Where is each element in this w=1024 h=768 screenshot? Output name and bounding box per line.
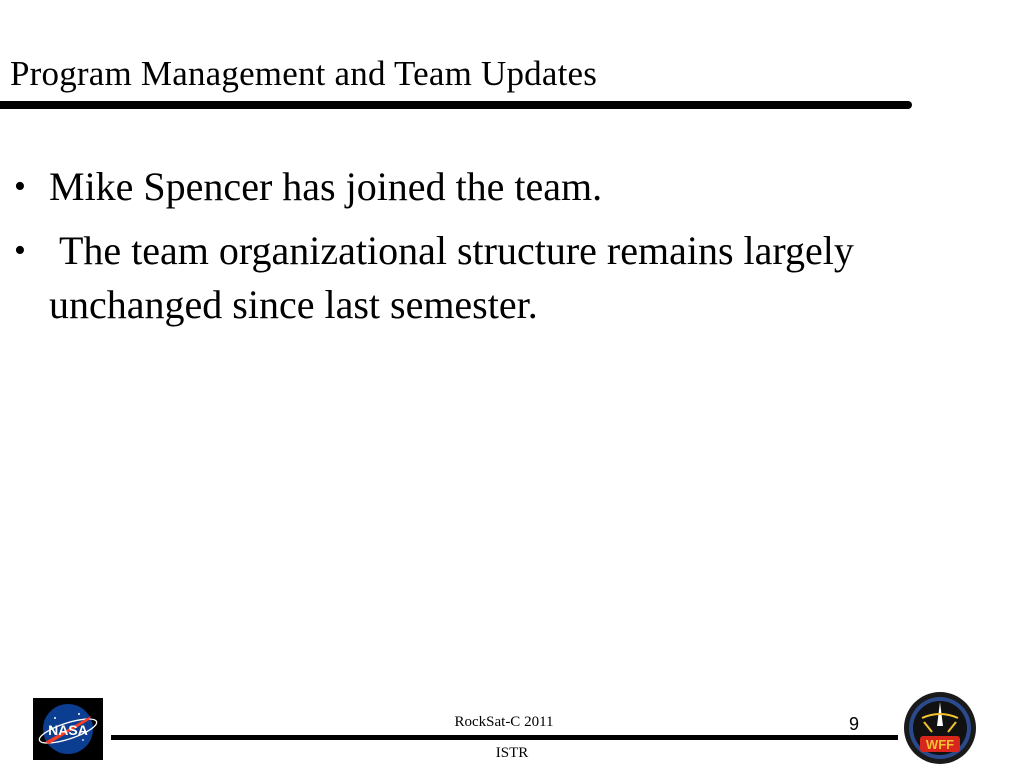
footer-org: ISTR xyxy=(495,745,529,761)
wff-logo xyxy=(902,688,978,766)
title-underline xyxy=(0,101,912,109)
bullet-item xyxy=(14,224,894,332)
slide-title: Program Management and Team Updates xyxy=(10,54,598,93)
bullet-marker: • xyxy=(14,168,26,205)
bullet-text: The team organizational structure remains largely unchanged since last semester. xyxy=(49,228,864,327)
footer-title: RockSat-C 2011 xyxy=(454,714,554,730)
nasa-logo-text: NASA xyxy=(48,722,88,738)
wff-logo-text: WFF xyxy=(925,737,955,752)
page-number: 9 xyxy=(848,714,859,734)
bullet-text: Mike Spencer has joined the team. xyxy=(49,164,603,209)
nasa-logo xyxy=(33,698,103,760)
bullet-item xyxy=(14,160,894,214)
bullet-list xyxy=(14,160,894,342)
footer-rule xyxy=(111,735,898,740)
bullet-marker: • xyxy=(14,232,26,269)
